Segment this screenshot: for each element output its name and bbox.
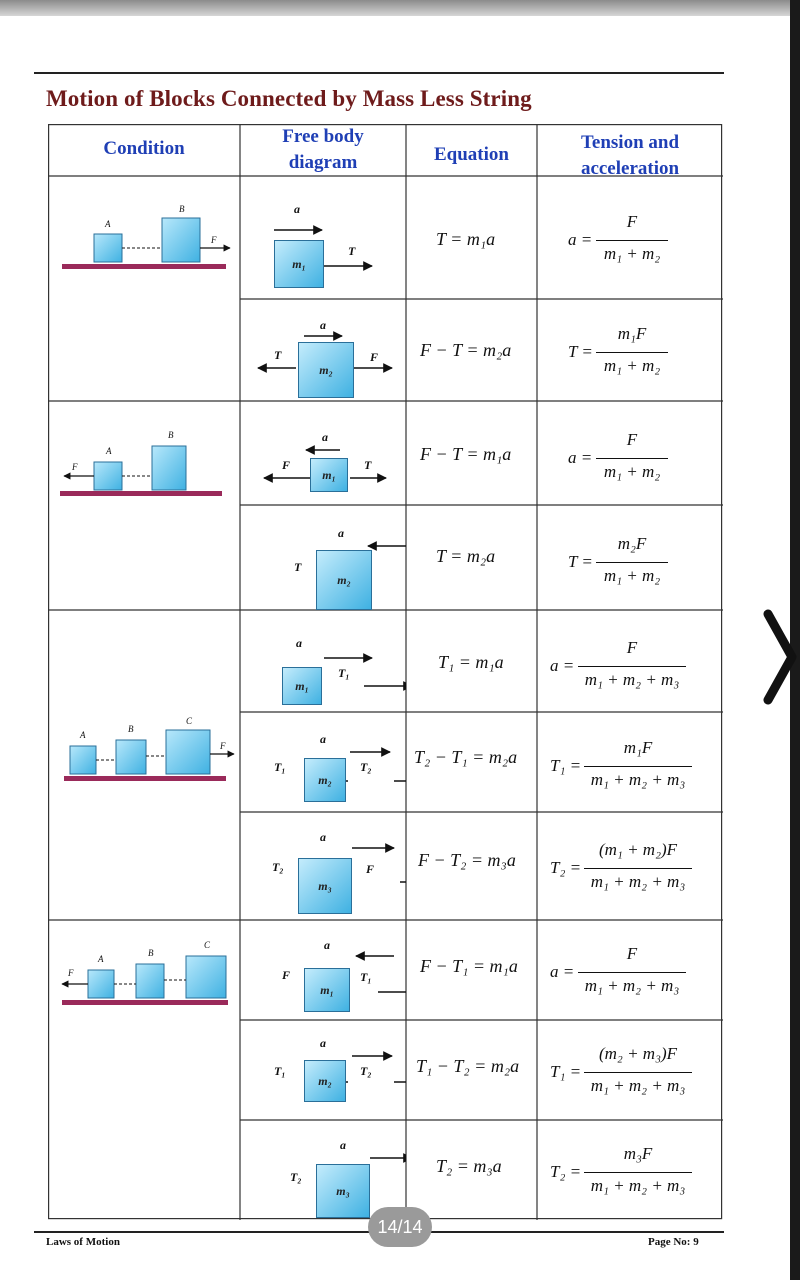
result-numerator: m₃F (623, 1144, 653, 1163)
equation-row-6: T₂ − T₁ = m₂a (414, 747, 518, 767)
result-lhs: T₁ = (550, 1062, 582, 1081)
header-tension-acceleration: Tension and acceleration (580, 132, 680, 179)
condition-three-blocks-pull-right (64, 716, 234, 781)
label-f: F (72, 462, 78, 472)
condition-three-blocks-pull-left (62, 940, 228, 1005)
header-free-body-diagram: Free body diagram (282, 126, 364, 173)
result-lhs: a = (550, 656, 575, 675)
label-c: C (186, 716, 193, 726)
result-row-8 (550, 944, 696, 1000)
result-numerator: (m₁ + m₂)F (598, 840, 678, 859)
label-b: B (128, 724, 134, 734)
result-lhs: T₂ = (550, 858, 582, 877)
label-a: A (98, 954, 104, 964)
motion-table (48, 124, 723, 1220)
fraction-bar (584, 1172, 692, 1173)
result-row-10 (550, 1144, 702, 1200)
fbd-label: a (338, 526, 344, 540)
fbd-block: m₃ (298, 858, 352, 914)
result-denominator: m₁ + m₂ (603, 462, 661, 481)
fbd-label: T (348, 244, 356, 258)
result-lhs: a = (568, 230, 593, 249)
equation-row-1: T = m₁a (436, 229, 496, 249)
equation-row-3: F − T = m₁a (420, 444, 512, 464)
fbd-label: a (322, 430, 328, 444)
label-f: F (220, 741, 226, 751)
fbd-label: F (282, 968, 291, 982)
result-row-9 (550, 1044, 702, 1100)
result-numerator: F (626, 944, 638, 963)
fbd-label: F (282, 458, 291, 472)
result-denominator: m₁ + m₂ + m₃ (590, 1076, 686, 1095)
fbd-label: F (370, 350, 379, 364)
fraction-bar (584, 1072, 692, 1073)
fraction-bar (578, 666, 686, 667)
result-denominator: m₁ + m₂ + m₃ (584, 670, 680, 689)
result-lhs: T₂ = (550, 1162, 582, 1181)
fraction-bar (596, 352, 668, 353)
label-b: B (168, 430, 174, 440)
fbd-block: m₁ (304, 968, 350, 1012)
result-row-3 (568, 430, 678, 486)
result-row-5 (550, 638, 696, 694)
fraction-bar (596, 562, 668, 563)
fraction-bar (596, 240, 668, 241)
result-lhs: T = (568, 552, 593, 571)
result-row-1 (568, 212, 678, 268)
fbd-block: m₂ (304, 758, 346, 802)
equation-row-2: F − T = m₂a (420, 340, 512, 360)
fbd-block: m₃ (316, 1164, 370, 1218)
fbd-label: T (274, 348, 282, 362)
fbd-label: a (320, 318, 326, 332)
equation-row-4: T = m₂a (436, 546, 496, 566)
result-row-2 (568, 324, 678, 380)
fbd-block: m₁ (310, 458, 348, 492)
page-title: Motion of Blocks Connected by Mass Less String (46, 86, 532, 111)
result-lhs: T = (568, 342, 593, 361)
result-row-6 (550, 738, 702, 794)
fbd-label: a (324, 938, 330, 952)
fbd-label: T (364, 458, 372, 472)
equation-row-9: T₁ − T₂ = m₂a (416, 1056, 520, 1076)
result-lhs: a = (568, 448, 593, 467)
result-denominator: m₁ + m₂ + m₃ (590, 1176, 686, 1195)
result-numerator: m₁F (617, 324, 647, 343)
label-f: F (68, 968, 74, 978)
label-a: A (80, 730, 86, 740)
fbd-block: m₁ (274, 240, 324, 288)
fbd-label: T (294, 560, 302, 574)
fbd-label: T₂ (360, 1064, 372, 1078)
fbd-label: T₂ (360, 760, 372, 774)
fbd-block: m₂ (298, 342, 354, 398)
fbd-label: T₁ (274, 1064, 286, 1078)
footer-chapter: Laws of Motion (46, 1236, 120, 1248)
fbd-block: m₁ (282, 667, 322, 705)
result-numerator: F (626, 638, 638, 657)
equation-row-5: T₁ = m₁a (438, 652, 504, 672)
chevron-right-icon[interactable] (752, 608, 800, 706)
fbd-label: T₁ (338, 666, 350, 680)
result-numerator: F (626, 212, 638, 231)
result-numerator: (m₂ + m₃)F (598, 1044, 678, 1063)
equation-row-8: F − T₁ = m₁a (420, 956, 518, 976)
footer-page-number: Page No: 9 (648, 1236, 699, 1248)
result-row-7 (550, 840, 702, 896)
fbd-label: T₁ (274, 760, 286, 774)
condition-diagrams (48, 124, 240, 1220)
label-c: C (204, 940, 211, 950)
equation-row-10: T₂ = m₃a (436, 1156, 502, 1176)
fbd-label: a (340, 1138, 346, 1152)
header-equation: Equation (434, 144, 509, 165)
fraction-bar (584, 868, 692, 869)
fbd-block: m₂ (316, 550, 372, 610)
condition-two-blocks-pull-right (62, 204, 230, 269)
fraction-bar (578, 972, 686, 973)
fbd-label: a (320, 1036, 326, 1050)
result-numerator: m₂F (617, 534, 647, 553)
condition-two-blocks-pull-left (60, 430, 222, 496)
fbd-block: m₂ (304, 1060, 346, 1102)
label-b: B (148, 948, 154, 958)
fbd-label: T₂ (272, 860, 284, 874)
fbd-label: a (320, 732, 326, 746)
free-body-diagrams (240, 124, 406, 1220)
fraction-bar (596, 458, 668, 459)
fbd-label: F (366, 862, 375, 876)
result-denominator: m₁ + m₂ (603, 566, 661, 585)
label-f: F (211, 235, 217, 245)
result-numerator: m₁F (623, 738, 653, 757)
fbd-label: a (296, 636, 302, 650)
fbd-label: a (294, 202, 300, 216)
fbd-label: a (320, 830, 326, 844)
result-denominator: m₁ + m₂ (603, 356, 661, 375)
page-indicator: 14/14 (368, 1207, 432, 1247)
header-condition: Condition (103, 138, 185, 159)
header-rule (34, 72, 724, 74)
result-lhs: T₁ = (550, 756, 582, 775)
label-b: B (179, 204, 185, 214)
label-a: A (106, 446, 112, 456)
result-row-4 (568, 534, 678, 590)
label-a: A (105, 219, 111, 229)
result-denominator: m₁ + m₂ + m₃ (590, 872, 686, 891)
equation-row-7: F − T₂ = m₃a (418, 850, 516, 870)
fraction-bar (584, 766, 692, 767)
top-shadow (0, 0, 790, 16)
result-denominator: m₁ + m₂ (603, 244, 661, 263)
result-lhs: a = (550, 962, 575, 981)
result-numerator: F (626, 430, 638, 449)
result-denominator: m₁ + m₂ + m₃ (584, 976, 680, 995)
fbd-label: T₂ (290, 1170, 302, 1184)
result-denominator: m₁ + m₂ + m₃ (590, 770, 686, 789)
fbd-label: T₁ (360, 970, 372, 984)
